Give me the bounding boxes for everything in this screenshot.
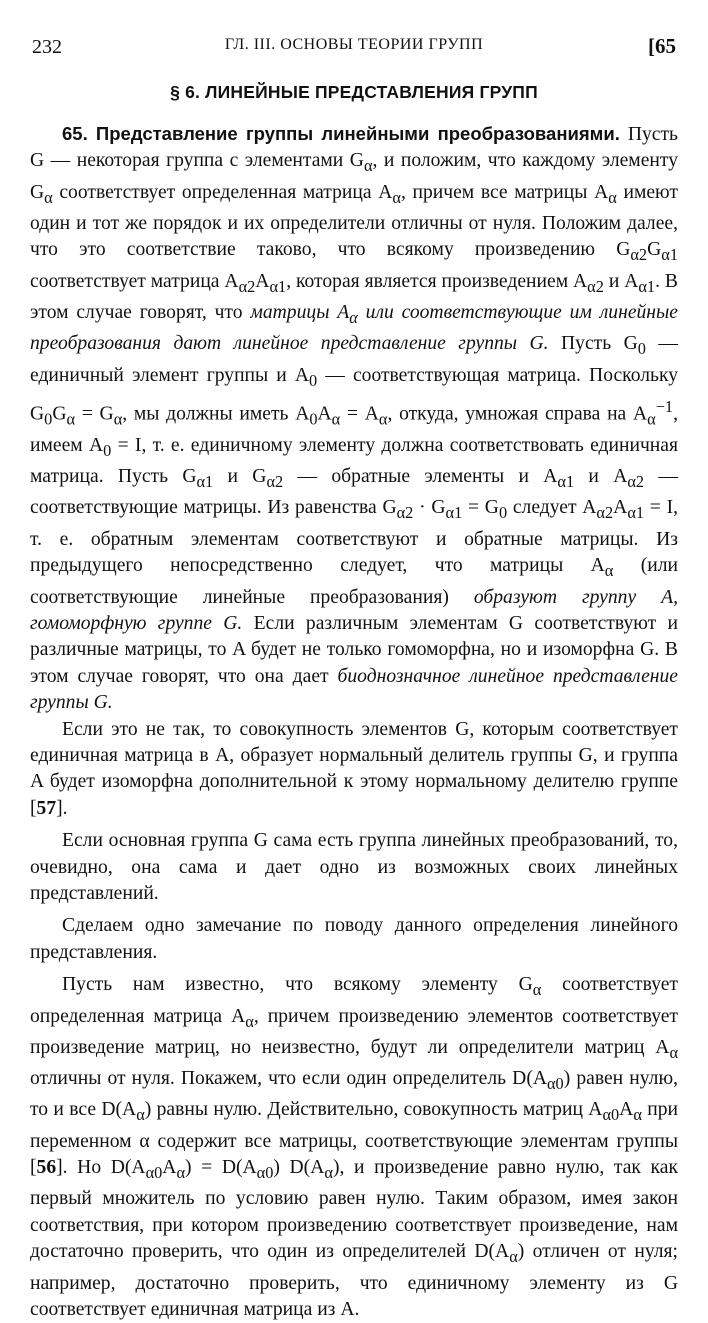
running-header bbox=[30, 22, 678, 62]
paragraph-linear-group: Если основная группа G сама есть группа линейных преобразований, то, очевидно, она сама и дает одно из возможных своих линейных представлений. bbox=[30, 830, 678, 904]
running-title: ГЛ. III. ОСНОВЫ ТЕОРИИ ГРУПП bbox=[224, 36, 484, 53]
cross-reference: 56 bbox=[36, 1157, 57, 1179]
group-emphasis: образуют группу A, гомоморфную группе G. bbox=[30, 586, 678, 634]
page-number: 232 bbox=[32, 36, 62, 58]
bijective-emphasis: биоднозначное линейное представление группы G. bbox=[30, 665, 678, 714]
paragraph-determinants: Пусть нам известно, что всякому элементу $G_\alpha$ соответствует определенная матрица $A_\alpha$, причем произведению элементов соответствует произведение матриц, но неизвестно, будут ли определители матриц $A_\alpha$ отличны от нуля. Покажем, что если один определитель $D(A_{\alpha 0})$ равен нулю, то и все $D(A_\alpha)$ равны нулю. Действительно, совокупность матриц $A_{\alpha 0}A_\alpha$ при переменном α содержит все матрицы, соответствующие элементам группы [56]. Но $D(A_{\alpha 0}A_\alpha) = D(A_{\alpha 0})$ $D(A_\alpha)$, и произведение равно нулю, так как первый множитель по условию равен нулю. Таким образом, имея закон соответствия, при котором произведению соответствует произведение, нам достаточно проверить, что один из определителей $D(A_\alpha)$ отличен от нуля; например, достаточно проверить, что единичному элементу из G соответствует единичная матрица из A. bbox=[30, 974, 679, 1320]
paragraph-heading: 65. Представление группы линейными преобразованиями. bbox=[62, 123, 620, 144]
section-marker: [65 bbox=[648, 34, 676, 58]
paragraph-remark: Сделаем одно замечание по поводу данного определения линейного представления. bbox=[30, 915, 678, 963]
paragraph-65-intro: 65. Представление группы линейными преобразованиями. Пусть G — некоторая группа с элементами $G_\alpha$, и положим, что каждому элементу $G_\alpha$ соответствует определенная матрица $A_\alpha$, причем все матрицы $A_\alpha$ имеют один и тот же порядок и их определители отличны от нуля. Положим далее, что это соответствие таково, что всякому произведению $G_{\alpha 2}G_{\alpha 1}$ соответствует матрица $A_{\alpha 2}A_{\alpha 1}$, которая является произведением $A_{\alpha 2}$ и $A_{\alpha 1}$. В этом случае говорят, что матрицы $A_\alpha$ или соответствующие им линейные преобразования дают линейное представление группы G. Пусть $G_0$ — единичный элемент группы и $A_0$ — соответствующая матрица. Поскольку $G_0G_\alpha = G_\alpha$, мы должны иметь $A_0A_\alpha = A_\alpha$, откуда, умножая справа на $A_\alpha^{-1}$, имеем $A_0 = I$, т. е. единичному элементу должна соответствовать единичная матрица. Пусть $G_{\alpha 1}$ и $G_{\alpha 2}$ — обратные элементы и $A_{\alpha 1}$ и $A_{\alpha 2}$ — соответствующие матрицы. Из равенства $G_{\alpha 2} \cdot G_{\alpha 1} = G_0$ следует $A_{\alpha 2}A_{\alpha 1} = I$, т. е. обратным элементам соответствуют и обратные матрицы. Из предыдущего непосредственно следует, что матрицы $A_\alpha$ (или соответствующие линейные преобразования) образуют группу A, гомоморфную группе G. Если различным элементам G соответствуют и различные матрицы, то A будет не только гомоморфна, но и изоморфна G. В этом случае говорят, что она дает биоднозначное линейное представление группы G. bbox=[30, 123, 679, 714]
cross-reference: 57 bbox=[36, 797, 57, 819]
section-title: § 6. ЛИНЕЙНЫЕ ПРЕДСТАВЛЕНИЯ ГРУПП bbox=[170, 82, 538, 102]
definition-emphasis: матрицы $A_\alpha$ или соответствующие им линейные преобразования дают линейное представление группы G. bbox=[30, 302, 678, 355]
paragraph-normal-divisor: Если это не так, то совокупность элементов G, которым соответствует единичная матрица в A, образует нормальный делитель группы G, и группа A будет изоморфна дополнительной к этому нормальному делителю группе [57]. bbox=[30, 718, 678, 819]
